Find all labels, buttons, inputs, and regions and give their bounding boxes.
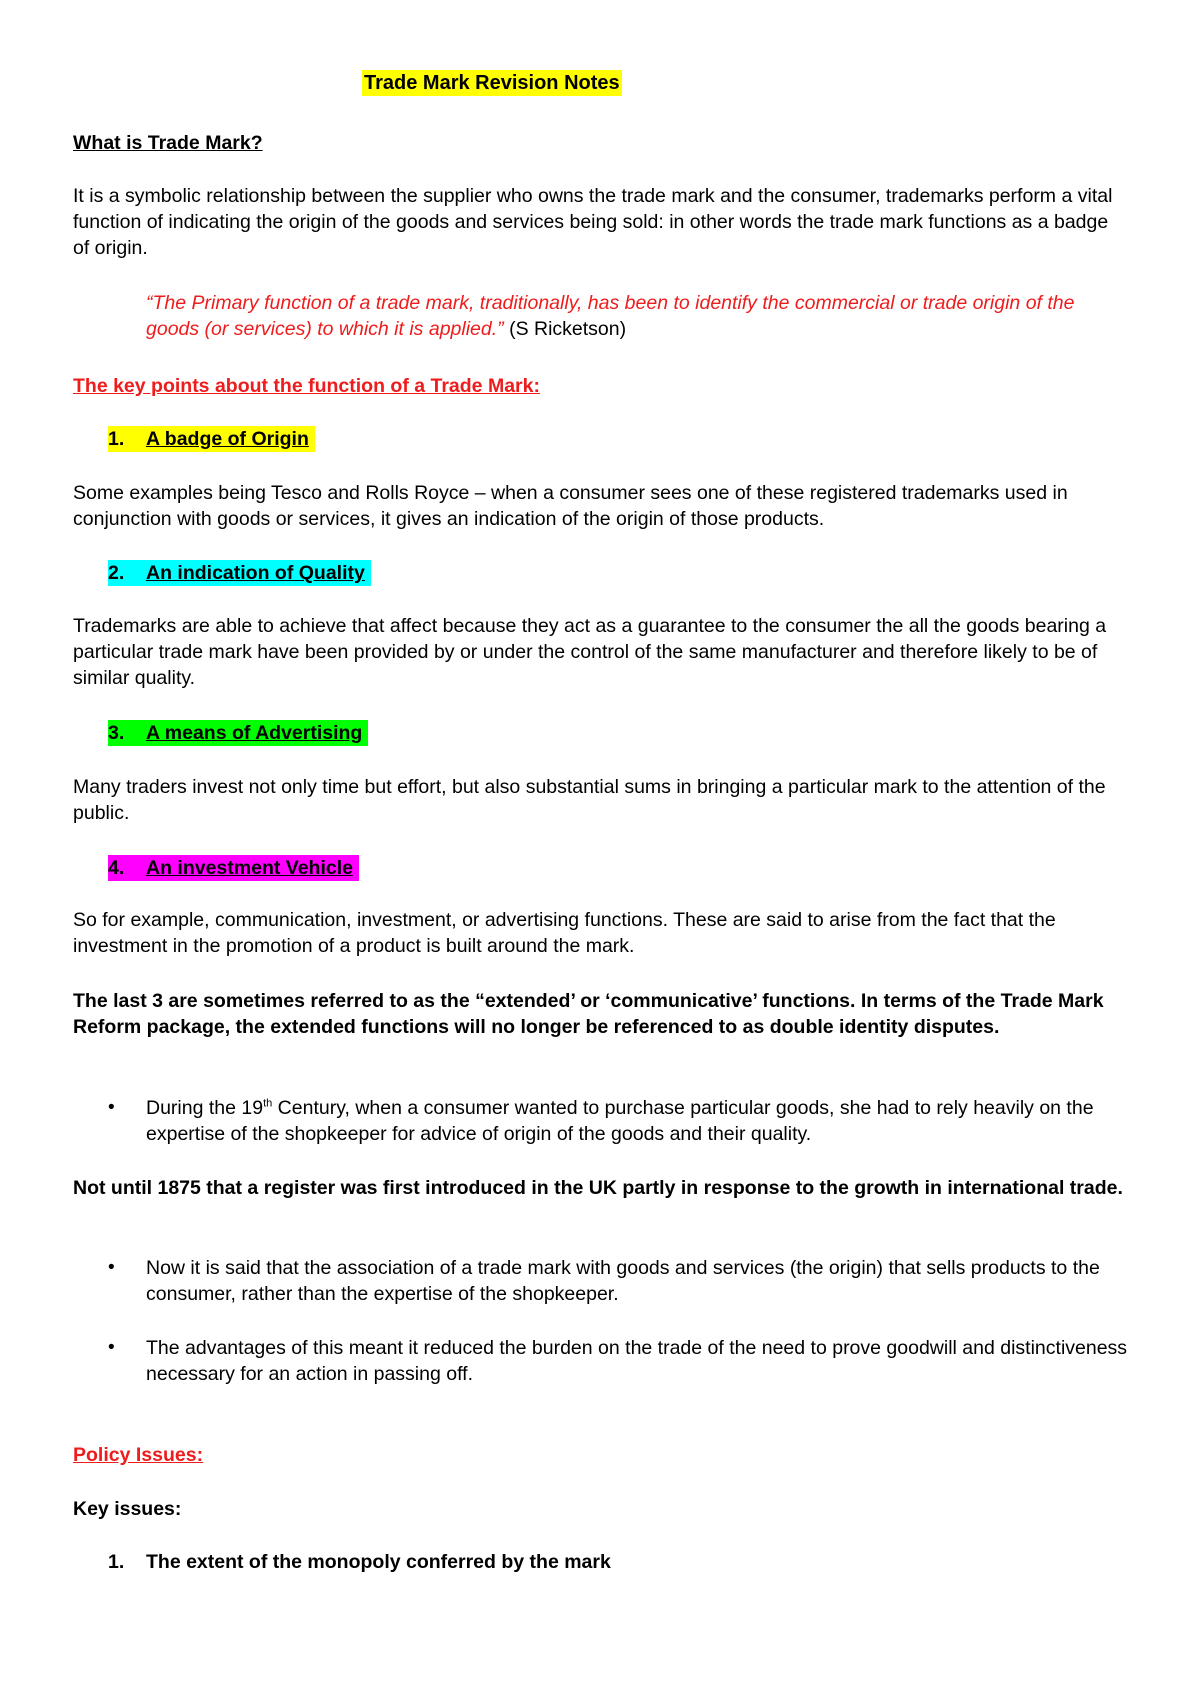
function-body-1: Some examples being Tesco and Rolls Royce – when a consumer sees one of these registered trademarks used in conjunction with goods or services, it gives an indication of the origin of those products. [73, 482, 1068, 530]
intro-paragraph: It is a symbolic relationship between the supplier who owns the trade mark and the consumer, trademarks perform a vital function of indicating the origin of the goods and services being sold: in other words the trade mark functions as a badge of origin. [73, 185, 1113, 259]
function-heading-4 [108, 855, 359, 881]
function-number: 1. [108, 428, 125, 450]
function-body-3: Many traders invest not only time but effort, but also substantial sums in bringing a particular mark to the attention of the public. [73, 776, 1106, 824]
quote-text: “The Primary function of a trade mark, traditionally, has been to identify the commercial or trade origin of the goods (or services) to which it is applied.” [146, 292, 1075, 340]
bullet-icon: • [108, 1097, 115, 1118]
issue-label: The extent of the monopoly conferred by the mark [146, 1551, 611, 1573]
issue-number: 1. [108, 1551, 125, 1573]
function-label: An indication of Quality [146, 562, 365, 584]
document-title: Trade Mark Revision Notes [364, 72, 620, 94]
function-body-2: Trademarks are able to achieve that affect because they act as a guarantee to the consumer the all the goods bearing a particular trade mark have been provided by or under the control of the same manufacturer and therefore likely to be of similar quality. [73, 615, 1107, 689]
quote-attribution: (S Ricketson) [503, 318, 627, 340]
function-number: 4. [108, 857, 125, 879]
function-number: 3. [108, 722, 125, 744]
issue-heading-1 [108, 1549, 617, 1575]
register-note: Not until 1875 that a register was first introduced in the UK partly in response to the growth in international trade. [73, 1177, 1123, 1199]
key-issues-heading: Key issues: [73, 1498, 182, 1520]
bullet-text: Now it is said that the association of a trade mark with goods and services (the origin) that sells products to the consumer, rather than the expertise of the shopkeeper. [146, 1257, 1100, 1305]
bullet-text: The advantages of this meant it reduced the burden on the trade of the need to prove goodwill and distinctiveness necessary for an action in passing off. [146, 1337, 1128, 1385]
function-number: 2. [108, 562, 125, 584]
bullet-icon: • [108, 1337, 115, 1358]
function-label: A badge of Origin [146, 428, 309, 450]
what-heading: What is Trade Mark? [73, 132, 263, 154]
bullet-text: During the 19th Century, when a consumer wanted to purchase particular goods, she had to rely heavily on the expertise of the shopkeeper for advice of origin of the goods and their quality. [146, 1097, 1094, 1145]
function-label: A means of Advertising [146, 722, 363, 744]
extended-functions-note: The last 3 are sometimes referred to as the “extended’ or ‘communicative’ functions. In terms of the Trade Mark Reform package, the extended functions will no longer be referenced to as double identity disputes. [73, 990, 1104, 1038]
function-heading-2 [108, 560, 371, 586]
function-heading-1 [108, 426, 315, 452]
function-label: An investment Vehicle [146, 857, 353, 879]
function-body-4: So for example, communication, investment, or advertising functions. These are said to arise from the fact that the investment in the promotion of a product is built around the mark. [73, 909, 1056, 957]
function-heading-3 [108, 720, 368, 746]
ricketson-quote [146, 290, 1126, 342]
key-points-heading: The key points about the function of a Trade Mark: [73, 375, 540, 397]
bullet-icon: • [108, 1257, 115, 1278]
policy-issues-heading: Policy Issues: [73, 1444, 204, 1466]
